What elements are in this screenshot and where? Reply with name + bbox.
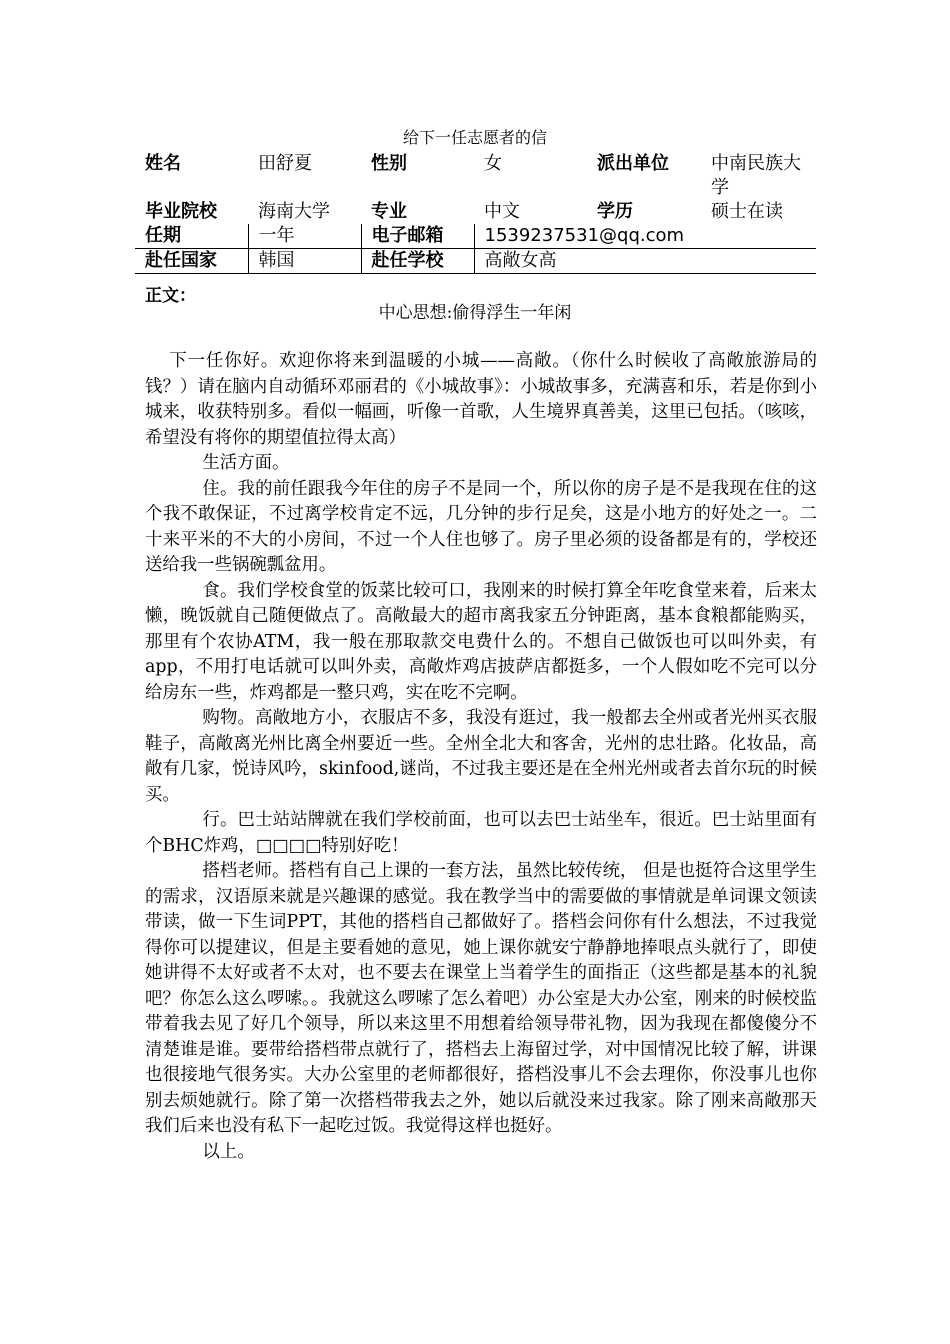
info-row <box>135 224 816 249</box>
unit-value: 中南民族大学 <box>711 153 801 198</box>
term-value: 一年 <box>248 224 361 249</box>
body-heading: 正文： <box>145 286 196 306</box>
unit-label: 派出单位 <box>597 153 669 174</box>
name-label: 姓名 <box>145 153 181 174</box>
document-title: 给下一任志愿者的信 <box>402 128 547 147</box>
gender-label: 性别 <box>371 153 407 174</box>
info-row <box>135 151 816 200</box>
paragraph-life: 生活方面。 <box>202 453 290 473</box>
email-value: 1539237531@qq.com <box>474 224 587 249</box>
paragraph-intro: 下一任你好。欢迎你将来到温暖的小城——高敞。（你什么时候收了高敞旅游局的钱？）请在脑内自动循环邓丽君的《小城故事》：小城故事多，充满喜和乐，若是你到小城来，收获特别多。看似一幅画，听像一首歌，人生境界真善美，这里已包括。（咳咳，希望没有将你的期望值拉得太高） <box>145 351 817 448</box>
paragraph-shopping: 购物。高敞地方小，衣服店不多，我没有逛过，我一般都去全州或者光州买衣服鞋子，高敞离光州比离全州要近一些。全州全北大和客舍，光州的忠壮路。化妆品，高敞有几家，悦诗风吟，skinfood,谜尚，不过我主要还是在全州光州或者去首尔玩的时候买。 <box>145 708 817 805</box>
degree-label: 学历 <box>597 201 633 222</box>
volunteer-info-table <box>135 151 816 274</box>
paragraph-partner-teacher: 搭档老师。搭档有自己上课的一套方法，虽然比较传统， 但是也挺符合这里学生的需求，汉语原来就是兴趣课的感觉。我在教学当中的需要做的事情就是单词课文领读带读，做一下生词PPT，其他的搭档自己都做好了。搭档会问你有什么想法，不过我觉得你可以提建议，但是主要看她的意见，她上课你就安宁静静地捧哏点头就行了，即使她讲得不太好或者不太对，也不要去在课堂上当着学生的面指正（这些都是基本的礼貌吧？你怎么这么啰嗦。。我就这么啰嗦了怎么着吧）办公室是大办公室，刚来的时候校监带着我去见了好几个领导，所以来这里不用想着给领导带礼物，因为我现在都傻傻分不清楚谁是谁。要带给搭档带点就行了，搭档去上海留过学，对中国情况比较了解，讲课也很接地气很务实。大办公室里的老师都很好，搭档没事儿不会去理你，你没事儿也你别去烦她就行。除了第一次搭档带我去之外，她以后就没来过我家。除了刚来高敞那天我们后来也没有私下一起吃过饭。我觉得这样也挺好。 <box>145 861 817 1136</box>
country-value: 韩国 <box>248 249 361 274</box>
paragraph-closing: 以上。 <box>202 1141 255 1162</box>
info-row <box>135 200 816 224</box>
country-label: 赴任国家 <box>135 249 248 274</box>
school-value: 海南大学 <box>258 201 330 222</box>
major-value: 中文 <box>484 201 520 222</box>
paragraph-food: 食。我们学校食堂的饭菜比较可口，我刚来的时候打算全年吃食堂来着，后来太懒，晚饭就自己随便做点了。高敞最大的超市离我家五分钟距离，基本食粮都能购买，那里有个农协ATM，我一般在那取款交电费什么的。不想自己做饭也可以叫外卖，有app，不用打电话就可以叫外卖，高敞炸鸡店披萨店都挺多，一个人假如吃不完可以分给房东一些，炸鸡都是一整只鸡，实在吃不完啊。 <box>145 580 817 703</box>
email-label: 电子邮箱 <box>361 224 474 249</box>
paragraph-housing: 住。我的前任跟我今年住的房子不是同一个，所以你的房子是不是我现在住的这个我不敢保证，不过离学校肯定不远，几分钟的步行足矣，这是小地方的好处之一。二十来平米的不大的小房间，不过一个人住也够了。房子里必须的设备都是有的，学校还送给我一些锅碗瓢盆用。 <box>145 478 817 575</box>
term-label: 任期 <box>135 224 248 249</box>
letter-body <box>145 349 817 1165</box>
paragraph-transport: 行。巴士站站牌就在我们学校前面，也可以去巴士站坐车，很近。巴士站里面有个BHC炸鸡，□□□□特别好吃！ <box>145 810 817 856</box>
name-value: 田舒夏 <box>258 153 312 174</box>
post-label: 赴任学校 <box>361 249 474 274</box>
central-idea: 中心思想:偷得浮生一年闲 <box>378 303 572 323</box>
post-value: 高敞女高 <box>474 249 587 274</box>
gender-value: 女 <box>484 153 502 174</box>
school-label: 毕业院校 <box>145 201 217 222</box>
info-row <box>135 249 816 274</box>
degree-value: 硕士在读 <box>711 201 783 222</box>
major-label: 专业 <box>371 201 407 222</box>
